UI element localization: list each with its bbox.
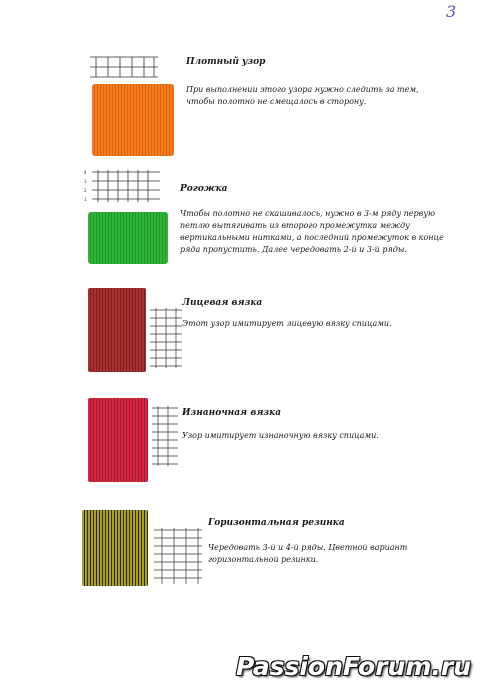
crochet-diagram-purl-knit bbox=[150, 404, 180, 468]
section-title: Изнаночная вязка bbox=[182, 408, 282, 418]
crochet-diagram-horizontal-rib bbox=[152, 526, 204, 588]
section-text: При выполнении этого узора нужно следить за тем, чтобы полотно не смещалось в сторону. bbox=[186, 85, 419, 106]
watermark: PassionForum.ru bbox=[236, 652, 472, 681]
swatch-purl-knit bbox=[88, 398, 148, 482]
section-text: Узор имитирует изнаночную вязку спицами. bbox=[182, 431, 379, 440]
crochet-diagram-face-knit bbox=[148, 306, 184, 370]
row-label: 3 bbox=[84, 179, 87, 184]
swatch-horizontal-rib bbox=[82, 510, 148, 586]
swatch-rogozhka bbox=[88, 212, 168, 264]
row-label: 2 bbox=[84, 188, 87, 193]
section-text: Чередовать 3-й и 4-й ряды. Цветной вариант горизонтальной резинки. bbox=[208, 543, 408, 564]
crochet-diagram-rogozhka bbox=[84, 168, 164, 208]
swatch-dense bbox=[92, 84, 174, 156]
section-text: Чтобы полотно не скашивалось, нужно в 3-м ряду первую петлю вытягивать из второго промежутка между вертикальными нитками, а последний промежуток в конце ряда пропустить. Далее чередовать 2-й и 3-й ряды. bbox=[180, 209, 444, 254]
crochet-diagram-dense bbox=[88, 53, 160, 81]
swatch-face-knit bbox=[88, 288, 146, 372]
section-title: Горизонтальная резинка bbox=[208, 518, 345, 528]
page-number: 3 bbox=[446, 2, 457, 21]
section-title: Рогожка bbox=[180, 184, 228, 194]
section-title: Плотный узор bbox=[186, 57, 266, 67]
section-title: Лицевая вязка bbox=[182, 298, 263, 308]
row-label: 1 bbox=[84, 197, 87, 202]
row-label: 4 bbox=[84, 170, 87, 175]
section-text: Этот узор имитирует лицевую вязку спицами. bbox=[182, 319, 392, 328]
